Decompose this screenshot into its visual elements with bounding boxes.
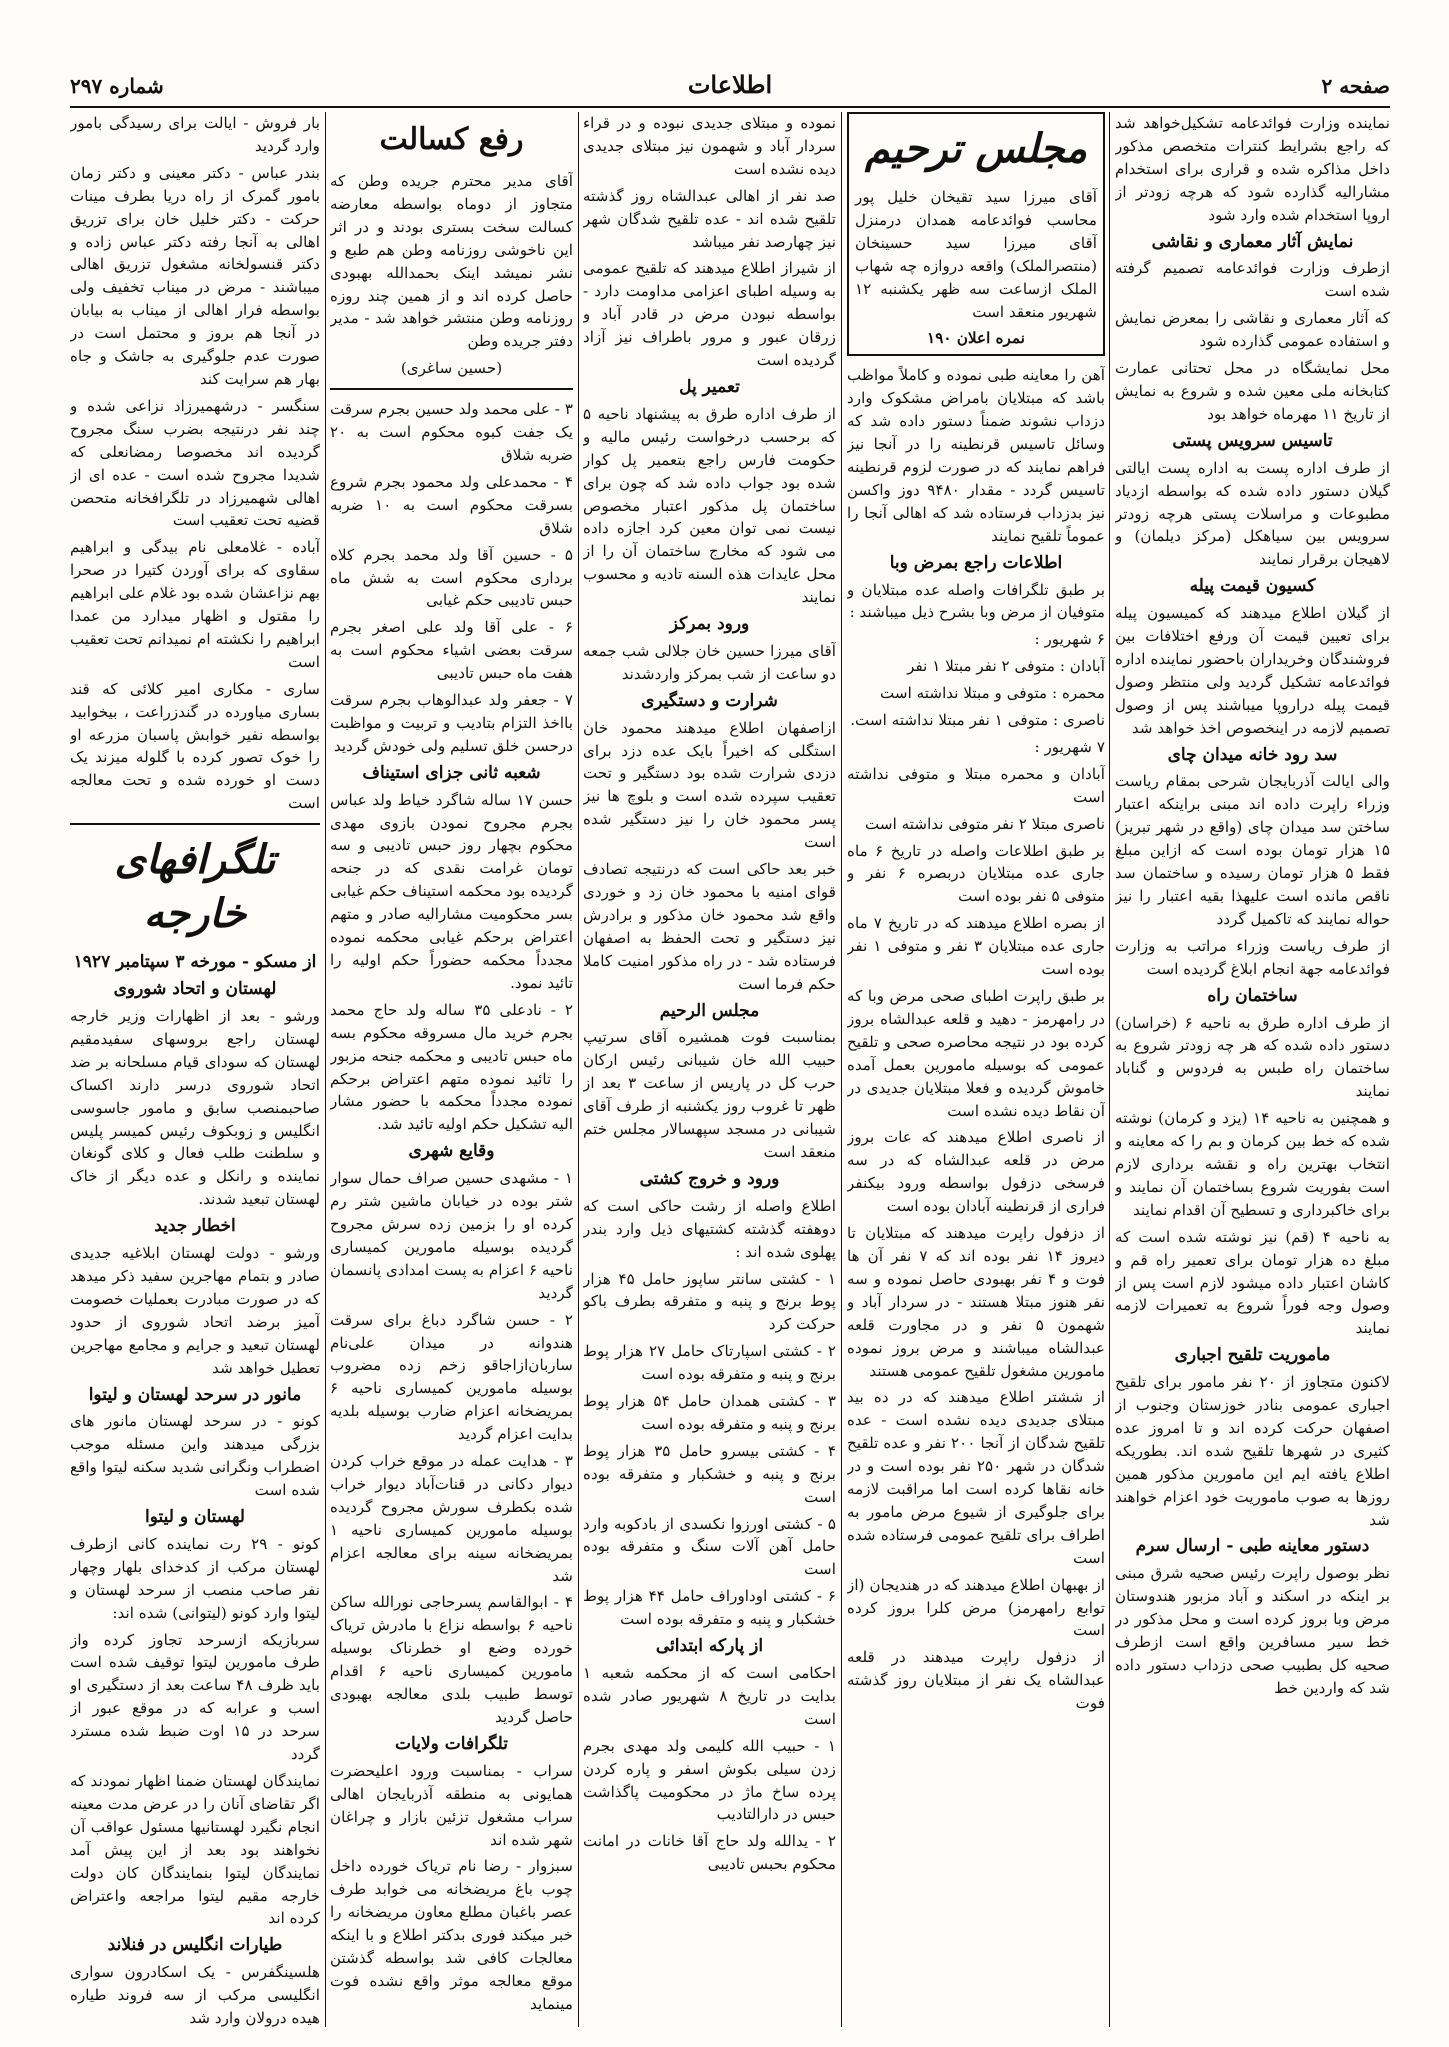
city-event: ۳ - هدایت عمله در موقع خراب کردن دیوار دکانی در قنات‌آباد دیوار خراب شده بکطرف سورش مجروح گردیده بوسیله مامورین کمیساری ناحیه ۱ بمریضخانه سینه برای معالجه اعزام شد: [330, 1452, 573, 1585]
article-text: از طرف اداره پست به اداره پست ایالتی گیلان دستور داده شده که بواسطه ازدیاد مطبوعات و مراسلات پستی هرچه زودتر سرویس بین سیاهکل (مرکز دیلمان) و لاهیجان برقرار نمایند: [1115, 458, 1390, 569]
dateline: از مسکو - مورخه ۳ سپتامبر ۱۹۲۷: [73, 952, 317, 973]
signature: (حسین ساغری): [400, 359, 503, 378]
court-item: ۲ - نادعلی ۳۵ ساله ولد حاج محمد بجرم خرید مال مسروقه محکوم بسه ماه حبس تادیبی و محکمه جنحه مزبور را تائید نموده متهم اعتراض برحکم نموده مجدداً محکمه با حضور مشار الیه تشکیل حکم اولیه تائید شد.: [330, 1000, 573, 1134]
article-heading: کسیون قیمت پیله: [1189, 576, 1316, 597]
page-number: صفحه ۲: [1321, 74, 1390, 98]
article-heading: اخطار جدید: [154, 1216, 236, 1237]
article-text: آهن را معاینه طبی نموده و کاملاً مواظب باشد که مبتلایان بامراض مشکوک وارد دزداب نشوند ضمناً دستور داده شد که وسائل تاسیس قرنطینه را در آنجا نیز فراهم نمایند که در صورت لزوم قرنطینه تاسیس گردد - مقدار ۹۴۸۰ دوز واکسن نیز بدزداب فرستاده شد که اهالی آنجا را عموماً تلقیح نمایند: [847, 366, 1105, 545]
article-text: ورشو - دولت لهستان ابلاغیه جدیدی صادر و بتمام مهاجرین سفید ذکر میدهد که در صورت مبادرت بعملیات خصومت آمیز برضد اتحاد شوروی از حدود لهستان تبعید و جرایم و مجامع مهاجرین تعطیل خواهد شد: [70, 1244, 320, 1377]
article-text: هلسینگفرس - یک اسکادرون سواری انگلیسی مرکب از سه فروند طیاره هیده درولان وارد شد: [70, 1963, 320, 2027]
court-item: ۴ - محمدعلی ولد محمود بجرم شروع بسرقت محکوم است به ۱۰ ضربه شلاق: [330, 472, 573, 537]
article-text: از طرف ریاست وزراء مراتب به وزارت فوائدعامه جهة انجام ابلاغ گردیده است: [1115, 936, 1390, 978]
article-text: ازطرف وزارت فوائدعامه تصمیم گرفته شده است: [1115, 259, 1390, 301]
article-text: اطلاع واصله از رشت حاکی است که دوهفته گذشته کشتیهای ذیل وارد بندر پهلوی شده اند :: [583, 1196, 836, 1261]
page-header: [70, 66, 1390, 106]
section-rule: [330, 388, 573, 390]
column-1: [1115, 112, 1390, 2027]
article-text: ۱ - حبیب الله کلیمی ولد مهدی بجرم زدن سیلی بکوش اسفر و پاره کردن پرده ساخ ماژ در محکومیت پاگذاشت حبس در دارالتادیب: [583, 1736, 836, 1824]
article-text: آباده - غلامعلی نام بیدگی و ابراهیم سقاوی که برای آوردن کتیرا در صحرا بهم نزاعشان شده بود غلام علی ابراهیم را مقتول و اظهار میدارد من عمدا ابراهیم را نکشته ام نمیدانم تحت تعقیب است: [70, 538, 320, 671]
article-text: از بصره اطلاع میدهند که در تاریخ ۷ ماه جاری عده مبتلایان ۳ نفر و متوفی ۱ نفر بوده است: [847, 914, 1105, 979]
city-event: ۴ - ابوالقاسم پسرحاجی نورالله ساکن ناحیه ۶ بواسطه نزاع با مادرش تریاک خورده وضع او خطرناک بوسیله مامورین کمیساری ناحیه ۶ اقدام توسط طبیب بلدی معالجه بهبودی حاصل گردید: [330, 1593, 573, 1726]
article-text: از ششتر اطلاع میدهند که در ده بید مبتلای جدیدی دیده نشده است - عده تلقیح شدگان از آنجا ۲۰۰ نفر و عده تلقیح شدگان در شهر ۲۵۰ نفر بوده است و در خانه نقاها کرده است اما مراقبت لازمه برای جلوگیری از شیوع مرض مامور به اطراف برای تلقیح عمومی فرستاده شده است: [847, 1388, 1105, 1567]
article-heading: طیارات انگلیس در فنلاند: [107, 1935, 283, 1956]
article-heading: شعبه ثانی جزای استیناف: [362, 762, 541, 783]
article-text: احکامی است که از محکمه شعبه ۱ بدایت در تاریخ ۸ شهریور صادر شده است: [583, 1664, 836, 1728]
article-text: ازاصفهان اطلاع میدهند محمود خان استگلی که اخیراً بایک عده دزد برای دزدی شرارت شده بود دستگیر و تحت تعقیب سپرده شده است و بلوچ ها نیز پسر محمود خان را نیز دستگیر شده است: [583, 718, 836, 852]
article-heading: تعمیر پل: [679, 376, 740, 397]
article-text: ساری - مکاری امیر کلائی که قند بساری میاورده در گندزراعت ، بیخوابید بواسطه نفیر خوابش پاسبان مزرعه او را خوک تصور کرده با گلوله میزند یک دست او خورده شده و تحت معالجه است: [70, 679, 320, 813]
section-rule: [70, 823, 320, 825]
article-text: ۵ - کشتی اورزوا نکسدی از بادکوبه وارد حامل آهن آلات سنگ و متفرقه بوده است: [583, 1514, 836, 1579]
column-4: [330, 112, 573, 2027]
article-text: بر طبق اطلاعات واصله در تاریخ ۶ ماه جاری عده مبتلایان دربصره ۶ نفر و متوفی ۵ نفر بوده است: [847, 841, 1105, 906]
date-label: ۷ شهریور :: [1034, 737, 1105, 756]
article-text: سربازیکه ازسرحد تجاوز کرده واز طرف مامورین لیتوا توقیف شده است باید ظرف ۴۸ ساعت بعد از دستگیری او اسب و عرابه که در موقع عبور از سرحد در ۱۵ اوت ضبط شده مسترد گردد: [70, 1630, 320, 1764]
article-heading: ساختمان راه: [1207, 985, 1298, 1006]
article-text: از شیراز اطلاع میدهند که تلقیح عمومی به وسیله اطبای اعزامی مداومت دارد - بواسطه نبودن مرض در قادر آباد و زرقان عبور و مرور باطراف نیز آزاد گردیده است: [583, 259, 836, 370]
column-divider: [841, 112, 842, 2027]
article-text: بندر عباس - دکتر معینی و دکتر زمان بامور گمرک از راه دریا بطرف مینات حرکت - دکتر خلیل خان برای تزریق اهالی به آنجا رفته دکتر عباس زاده و دکتر قنسولخانه مشغول تزریق اهالی میباشند - مرض در میناب تخفیف ولی بواسطه فرار اهالی از میناب به بیابان در آنجا هم بروز و محتمل است در صورت عدم جلوگیری به جاشک و جاه بهار هم سرایت کند: [70, 163, 320, 388]
article-heading: شرارت و دستگیری: [641, 690, 778, 711]
article-text: از دزفول راپرت میدهند که مبتلایان تا دیروز ۱۴ نفر بوده اند که ۷ نفر آن ها فوت و ۴ نفر بهبودی حاصل نموده و سه نفر هنوز مبتلا هستند - در سردار آباد و شهمون ۵ نفر و در مجاورت قلعه عبدالشاه میباشند و مرض بروز نموده مامورین مشغول تلقیح عمومی هستند: [847, 1224, 1105, 1380]
article-heading: وقایع شهری: [408, 1141, 495, 1162]
article-text: از دزفول راپرت میدهند در قلعه عبدالشاه یک نفر از مبتلایان روز گذشته فوت: [847, 1648, 1105, 1713]
article-text: بار فروش - ایالت برای رسیدگی بامور وارد گردید: [70, 114, 320, 155]
article-text: ۲ - یدالله ولد حاج آقا خانات در امانت محکوم بحبس تادیبی: [583, 1832, 836, 1874]
article-text: از ناصری اطلاع میدهند که عات بروز مرض در قلعه عبدالشاه که در سه فرسخی دزفول بواسطه ورود بیکنفر فراری از قرنطینه آبادان بوده است: [847, 1128, 1105, 1216]
article-heading: تلگرافات ولایات: [395, 1733, 508, 1754]
paper-name: اطلاعات: [687, 70, 773, 99]
article-heading: سد رود خانه میدان چای: [1167, 744, 1338, 765]
article-text: آبادان و محمره مبتلا و متوفی نداشته است: [847, 764, 1105, 806]
article-heading: مجلس الرحیم: [659, 1000, 760, 1021]
article-heading: از پارکه ابتدائی: [655, 1636, 764, 1657]
notice-title: مجلس ترحیم: [864, 125, 1088, 172]
city-event: ۲ - حسن شاگرد دباغ برای سرقت هندوانه در میدان علی‌نام ساربان‌ازاجاقو زخم زده مضروب بوسیله مامورین کمیساری ناحیه ۶ بمریضخانه اعزام ضارب بوسیله بلدیه بدایت اعزام گردید: [330, 1310, 573, 1444]
column-divider: [1109, 112, 1110, 2027]
article-heading: اطلاعات راجع بمرض وبا: [889, 552, 1063, 573]
article-text: و همچنین به ناحیه ۱۴ (یزد و کرمان) نوشته شده که خط بین کرمان و بم را که معاینه و انتخاب بهترین راه و نقشه برداری لازم است بفوریت شروع بساختمان آن نمایند و برای خاکبرداری و تسطیح آن اقدام نمایند: [1115, 1109, 1390, 1219]
column-divider: [325, 112, 326, 2027]
article-text: از بهبهان اطلاع میدهند که در هندیجان (از توابع رامهرمز) مرض کلرا بروز کرده است: [847, 1575, 1105, 1640]
telegram-item: سبزوار - رضا نام تریاک خورده داخل چوب باغ مریضخانه می خوابد طرف عصر باغبان مطلع معاون مریضخانه را خبر میکند فوری بدکتر اطلاع و با اینکه معالجات کافی شد بواسطه گذشتن موقع معالجه موثر واقع نشده فوت مینماید: [330, 1857, 573, 2013]
article-text: آقای مدیر محترم جریده وطن که متجاوز از دوماه بواسطه معارضه کسالت سخت بستری بودند و در اثر این ناخوشی روزنامه وطن هم طبع و نشر نمیشد اینک بحمدالله بهبودی حاصل کرده اند و از همین چند روزه روزنامه وطن منتشر خواهد شد - مدیر دفتر جریده وطن: [330, 172, 573, 351]
date-label: ۶ شهریور :: [1034, 630, 1105, 649]
article-text: ناصری : متوفی ۱ نفر مبتلا نداشته است.: [850, 711, 1105, 730]
article-heading: ماموریت تلقیح اجباری: [1174, 1345, 1331, 1366]
telegram-item: سراب - بمناسبت ورود اعلیحضرت همایونی به منطقه آذربایجان اهالی سراب مشغول تزئین بازار و چراغان شهر شده اند: [330, 1761, 573, 1849]
column-divider: [578, 112, 579, 2027]
article-heading: لهستان و اتحاد شوروی: [113, 979, 277, 1000]
article-text: آقای میرزا حسین خان جلالی شب جمعه دو ساعت از شب بمرکز واردشدند: [583, 641, 836, 683]
article-text: محمره : متوفی و مبتلا نداشته است: [879, 684, 1105, 703]
memorial-notice-box: [847, 112, 1105, 356]
court-item: ۷ - جعفر ولد عبدالوهاب بجرم سرقت بااخذ التزام بتادیب و تربیت و مواظبت درحسن خلق تسلیم ولی خودش گردید: [330, 691, 573, 755]
article-heading: لهستان و لیتوا: [145, 1507, 245, 1528]
court-item: حسن ۱۷ ساله شاگرد خیاط ولد عباس بجرم مجروح نمودن بازوی مهدی محکوم بچهار روز حبس تادیبی و سه تومان غرامت نقدی که در جنحه گردیده بود محکمه استیناف حکم غیابی بسر محکومیت مشارالیه صادر و متهم اعتراض برحکم غیابی محکمه نموده مجدداً محکمه حضوراً حکم اولیه را تائید نمود.: [330, 790, 573, 992]
notice-text: آقای میرزا سید تقیخان خلیل پور محاسب فوائدعامه همدان درمنزل آقای میرزا سید حسینخان (منتصرالملک) واقعه دروازه چه شهاب الملک ازساعت سه ظهر یکشنبه ۱۲ شهریور منعقد است: [855, 188, 1097, 321]
article-title: رفع کسالت: [379, 122, 524, 157]
article-text: که آثار معماری و نقاشی را بمعرض نمایش و استفاده عمومی گذارده شود: [1115, 309, 1390, 351]
article-heading: دستور معاینه طبی - ارسال سرم: [1135, 1536, 1370, 1557]
article-heading: ورود و خروج کشتی: [639, 1168, 780, 1189]
article-text: خبر بعد حاکی است که درنتیجه تصادف قوای امنیه با محمود خان زد و خوردی واقع شد محمود خان مذکور و برادرش نیز دستگیر و تحت الحفظ به اصفهان فرستاده شد - در راه مذکور امنیت کاملا حکم فرما است: [583, 860, 836, 993]
article-heading: تاسیس سرویس پستی: [1172, 430, 1333, 451]
article-text: نماینده وزارت فوائدعامه تشکیل‌خواهد شد که راجع بشرایط کنترات متخصص مذکور داخل مذاکره شده و قراری برای استخدام مشارالیه گذارده شود که هرچه زودتر از اروپا استخدام شده وارد شود: [1115, 114, 1390, 224]
court-item: ۶ - علی آقا ولد علی اصغر بجرم سرقت بعضی اشیاء محکوم است به هفت ماه حبس تادیبی: [330, 618, 573, 683]
article-text: ناصری مبتلا ۲ نفر متوفی نداشته است: [864, 814, 1105, 833]
article-text: نظر بوصول راپرت رئیس صحیه شرق مبنی بر اینکه در اسکند و آباد مزبور هندوستان مرض وبا بروز کرده است و محل مذکور در خط سیر مسافرین واقع است ازطرف صحیه کل بطبیب صحی دزداب دستور داده شد که واردین خط: [1115, 1564, 1390, 1697]
article-text: لاکنون متجاوز از ۲۰ نفر مامور برای تلقیح اجباری عمومی بنادر خوزستان وجنوب از اصفهان حرکت کرده اند و تا امروز عده کثیری در شهرها تلقیح شده اند. بطوریکه اطلاع یافته ایم این مامورین مذکور همین روزها به صوب ماموریت خود اعزام خواهند شد: [1115, 1373, 1390, 1529]
header-rule: [70, 106, 1390, 108]
article-text: ورشو - بعد از اظهارات وزیر خارجه لهستان راجع بروسهای سفیدمقیم لهستان که سودای قیام مسلحانه بر ضد اتحاد شوروی درسر دارند اکساک صاحبمنصب سابق و مامور جاسوسی انگلیس و زوبکوف رئیس کمیسر پلیس و سلطنت طلب فعال و کلای گونغان نماینده و رانکل و عده دیگر از خاک لهستان تبعید شدند.: [70, 1007, 320, 1209]
issue-number: شماره ۲۹۷: [70, 74, 164, 98]
notice-number: نمره اعلان ۱۹۰: [927, 329, 1025, 348]
article-text: ۳ - کشتی همدان حامل ۵۴ هزار پوط برنج و پنبه و متفرقه بوده است: [583, 1392, 836, 1433]
column-2: [847, 112, 1105, 2027]
article-text: ۲ - کشتی اسپارتاک حامل ۲۷ هزار پوط برنج و پنبه و متفرقه بوده است: [583, 1342, 836, 1384]
article-text: نموده و مبتلای جدیدی نبوده و در قراء سردار آباد و شهمون نیز مبتلای جدیدی دیده نشده است: [583, 114, 836, 178]
article-text: ۱ - کشتی سانتر ساپوز حامل ۴۵ هزار پوط برنج و پنبه و متفرقه بطرف باکو حرکت کرد: [583, 1269, 836, 1334]
article-text: از گیلان اطلاع میدهند که کمیسیون پیله برای تعیین قیمت آن ورفع اختلافات بین فروشندگان وخریداران باحضور نماینده اداره فوائدعامه تشکیل گردید ولی منتظر وصول قیمت پیله دراروپا میباشند پس از وصول تصمیم لازمه در اینخصوص اخذ خواهد شد: [1115, 604, 1390, 737]
article-text: محل نمایشگاه در محل تحتانی عمارت کتابخانه ملی معین شده و شروع به نمایش از تاریخ ۱۱ مهرماه خواهد بود: [1115, 359, 1390, 423]
article-text: از طرف اداره طرق به ناحیه ۶ (خراسان) دستور داده شده که هر چه زودتر شروع به ساختمان راه طبس به فردوس و گناباد نمایند: [1115, 1013, 1390, 1101]
article-text: به ناحیه ۴ (قم) نیز نوشته شده است که مبلغ ده هزار تومان برای تعمیر راه قم و کاشان اعتبار داده میشود لازم است پس از وصول وجه فوراً شروع به تعمیرات لازمه نمایند: [1115, 1227, 1390, 1338]
article-text: کونو - در سرحد لهستان مانور های بزرگی میدهند واین مسئله موجب اضطراب ونگرانی شدید سکنه لیتوا واقع شده است: [70, 1412, 320, 1500]
article-text: بر طبق تلگرافات واصله عده مبتلایان و متوفیان از مرض وبا بشرح ذیل میباشند :: [847, 580, 1105, 622]
court-item: ۵ - حسین آقا ولد محمد بجرم کلاه برداری محکوم است به شش ماه حبس تادیبی حکم غیابی: [330, 545, 573, 610]
court-item: ۳ - علی محمد ولد حسین بجرم سرقت یک جفت کبوه محکوم است به ۲۰ ضربه شلاق: [330, 400, 573, 464]
article-heading: ورود بمرکز: [669, 614, 750, 635]
column-5: [70, 112, 320, 2027]
article-text: ۶ - کشتی اوداوراف حامل ۴۴ هزار پوط خشکبار و پنبه و متفرقه بوده است: [583, 1587, 836, 1629]
article-text: از طرف اداره طرق به پیشنهاد ناحیه ۵ که برحسب درخواست رئیس مالیه و حکومت فارس راجع بتعمیر پل کوار شده بود جواب داده شد که چون برای ساختمان پل مذکور اعتبار مخصوص نیست نمی توان معین کرد اجازه داده می شود که مخارج ساختمان آن را از محل عایدات هذه السنه تادیه و محسوب نمایند: [583, 404, 836, 607]
article-heading: نمایش آثار معماری و نقاشی: [1151, 231, 1354, 252]
article-text: بمناسبت فوت همشیره آقای سرتیپ حبیب الله خان شیبانی رئیس ارکان حرب کل در پاریس از ساعت ۳ بعد از ظهر تا غروب روز یکشنبه از طرف آقای شیبانی در مسجد سپهسالار مجلس ختم منعقد است: [583, 1028, 836, 1161]
column-3: [583, 112, 836, 2027]
article-text: بر طبق راپرت اطبای صحی مرض وبا که در رامهرمز - دهید و قلعه عبدالشاه بروز کرده بود در نتیجه محاصره صحی و تلقیح عمومی که بوسیله مامورین بعمل آمده خاموش گردیده و فعلا مبتلایان جدیدی در آن نقاط دیده نشده است: [847, 987, 1105, 1120]
article-text: کونو - ۲۹ رت نماینده کانی ازطرف لهستان مرکب از کدخدای بلهار وچهار نفر صاحب منصب از سرحد لهستان و لیتوا وارد کونو (لیتوانی) شده اند:: [70, 1534, 320, 1622]
article-text: ۴ - کشتی بیسرو حامل ۳۵ هزار پوط برنج و پنبه و خشکبار و متفرقه بوده است: [583, 1441, 836, 1506]
article-text: سنگسر - درشهمیرزاد نزاعی شده و چند نفر درنتیجه بضرب سنگ مجروح گردیده اند مخصوصا رمضانعلی که شدیدا مجروح شده است - عده ای از اهالی شهمیرزاد در تلگرافخانه متحصن قضیه تحت تعقیب است: [70, 396, 320, 530]
article-text: والی ایالت آذربایجان شرحی بمقام ریاست وزراء راپرت داده اند مبنی براینکه اعتبار ساختن سد میدان چای (واقع در شهر تبریز) ۱۵ هزار تومان بوده است که ازاین مبلغ فقط ۵ هزار تومان رسیده و ساختمان سد ناقص مانده است علیهذا بقیه اعتبار را نیز حواله نمایند که تاکمیل گردد: [1115, 772, 1390, 928]
article-text: صد نفر از اهالی عبدالشاه روز گذشته تلقیح شده اند - عده تلقیح شدگان شهر نیز چهارصد نفر میباشد: [583, 186, 836, 251]
article-heading: مانور در سرحد لهستان و لیتوا: [88, 1384, 302, 1405]
article-text: آبادان : متوفی ۲ نفر مبتلا ۱ نفر: [907, 657, 1105, 676]
city-event: ۱ - مشهدی حسین صراف حمال سوار شتر بوده در خیابان ماشین شتر رم کرده او را بزمین زده سرش مجروح گردیده بوسیله مامورین کمیساری ناحیه ۶ اعزام به پست امدادی پانسمان گردید: [330, 1169, 573, 1302]
article-text: نمایندگان لهستان ضمنا اظهار نمودند که اگر تقاضای آنان را در عرض مدت معینه انجام نگیرد لهستانیها مسئول عواقب آن نخواهند بود بعد از این پیش آمد نمایندگان لیتوا بنمایندگان کان دولت خارجه مقیم لیتوا مراجعه واعتراض کرده اند: [70, 1772, 320, 1928]
section-title: تلگرافهای خارجه: [114, 836, 276, 938]
